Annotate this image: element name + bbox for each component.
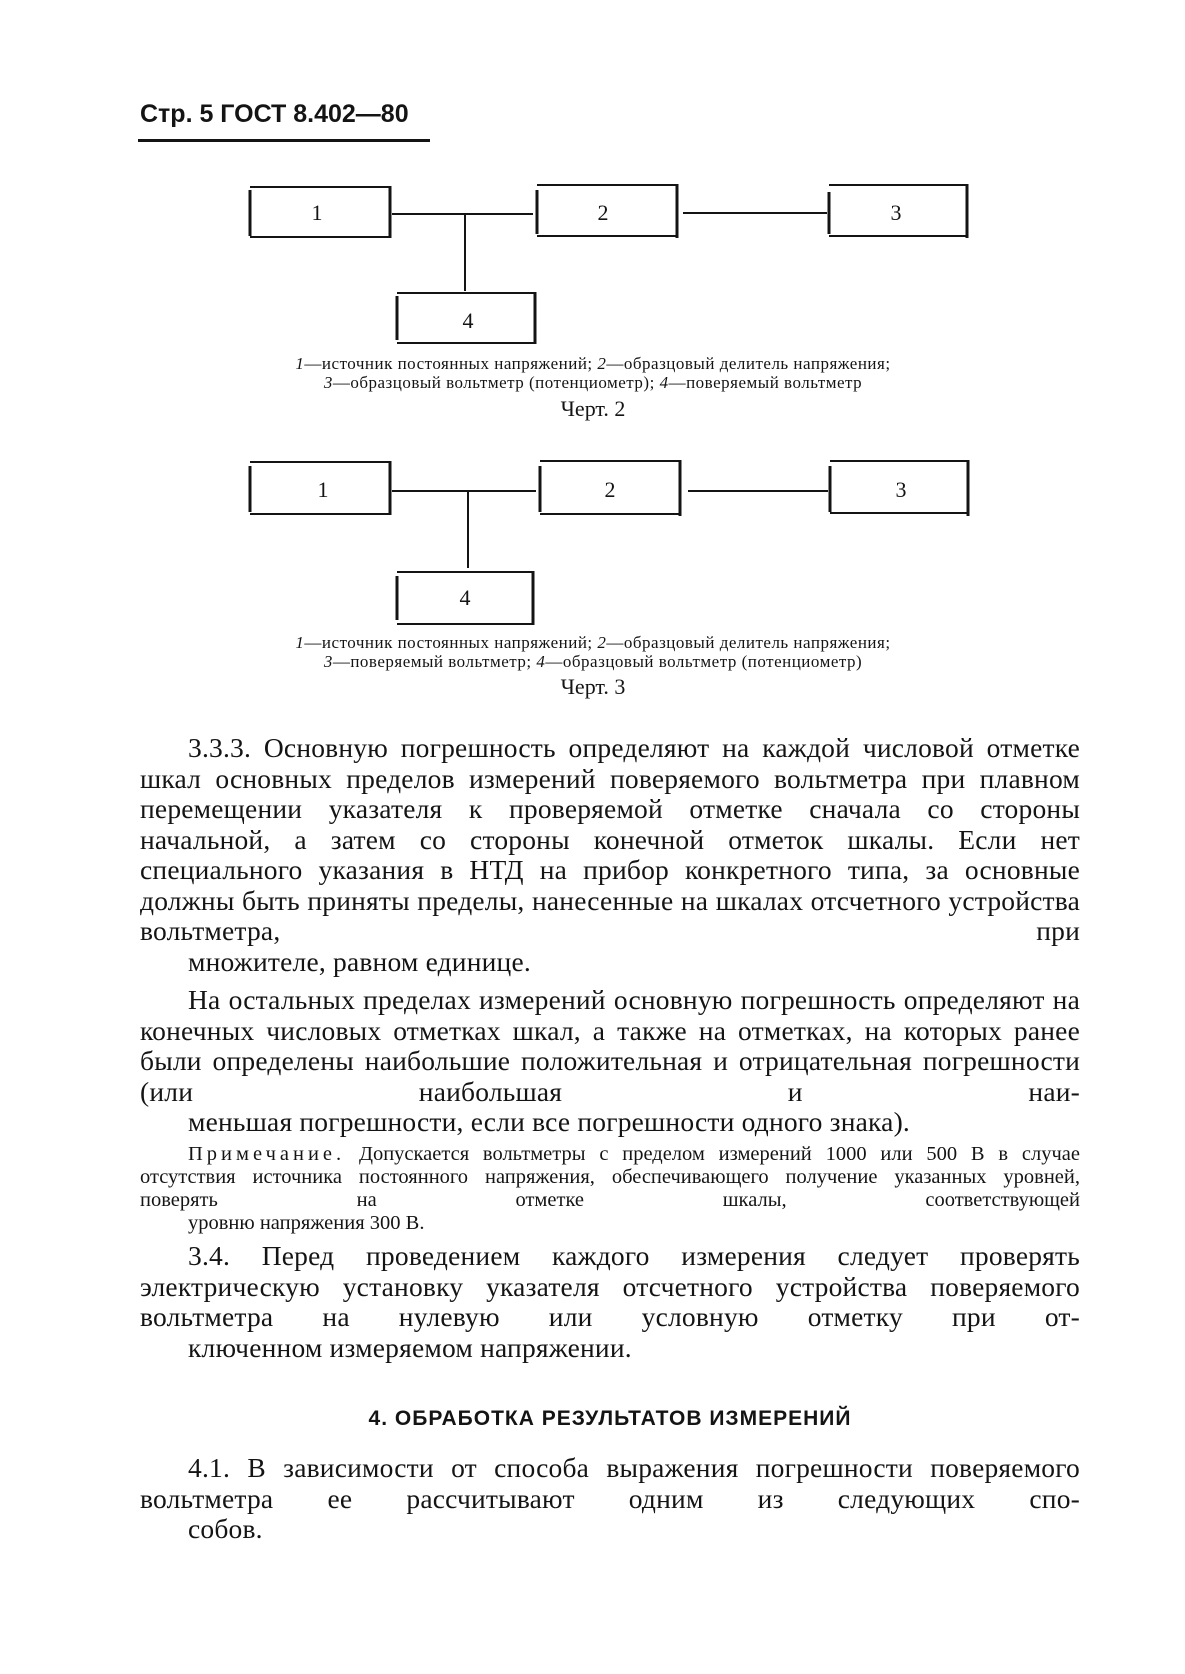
fig3-caption-line2: 3—поверяемый вольтметр; 4—образцовый вольтметр (потенциометр) [323,652,863,671]
fig2-label: Черт. 2 [560,396,626,421]
section-4-heading: 4. ОБРАБОТКА РЕЗУЛЬТАТОВ ИЗМЕРЕНИЙ [368,1407,852,1430]
page-header: Стр. 5 ГОСТ 8.402—80 [140,100,409,128]
fig3-caption [140,633,1046,671]
fig2-box-3-label: 3 [890,200,902,225]
fig3-label: Черт. 3 [560,674,626,699]
header-rule [138,139,430,142]
fig3-caption-line1: 1—источник постоянных напряжений; 2—образцовый делитель напряжения; [295,633,891,652]
fig3-box-2-label: 2 [604,477,616,502]
note-label: Примечание. [188,1143,346,1165]
fig2-box-4-label: 4 [462,308,474,333]
fig2-box-1-label: 1 [311,200,323,225]
paragraph-3-3-3: 3.3.3. Основную погрешность определяют на каждой числовой отметке шкал основных пределов измерений поверяемого вольтметра при плавном перемещении указателя к проверяемой отметке сначала со стороны начальной, а затем со стороны конечной отметок шкалы. Если нет специального указания в НТД на прибор конкретного типа, за основные должны быть приняты пределы, нанесенные на шкалах отсчетного устройства вольтметра, при множителе, равном единице. [140,732,1080,977]
paragraph-4-1: 4.1. В зависимости от способа выражения погрешности поверяемого вольтметра ее рассчитывают одним из следующих спо- собов. [140,1452,1080,1544]
fig3-box-1-label: 1 [317,477,329,502]
fig2-caption-line2: 3—образцовый вольтметр (потенциометр); 4—поверяемый вольтметр [323,373,863,392]
note-block: Примечание. Допускается вольтметры с пределом измерений 1000 или 500 В в случае отсутствия источника постоянного напряжения, обеспечивающего получение указанных уровней, поверять на отметке шкалы, соответствующей уровню напряжения 300 В. [140,1143,1080,1234]
fig2-caption [140,354,1046,392]
paragraph-other-limits: На остальных пределах измерений основную погрешность определяют на конечных числовых отметках шкал, а также на отметках, на которых ранее были определены наибольшие положительная и отрицательная погрешности (или наибольшая и наи- меньшая погрешности, если все погрешности одного знака). [140,984,1080,1137]
block-diagram-fig3 [0,450,1185,630]
fig2-caption-line1: 1—источник постоянных напряжений; 2—образцовый делитель напряжения; [295,354,891,373]
block-diagram-fig2 [0,170,1185,360]
fig3-box-3-label: 3 [895,477,907,502]
fig3-box-4-label: 4 [459,585,471,610]
paragraph-3-4: 3.4. Перед проведением каждого измерения следует проверять электрическую установку указателя отсчетного устройства поверяемого вольтметра на нулевую или условную отметку при от- ключенном измеряемом напряжении. [140,1240,1080,1363]
fig2-box-2-label: 2 [597,200,609,225]
